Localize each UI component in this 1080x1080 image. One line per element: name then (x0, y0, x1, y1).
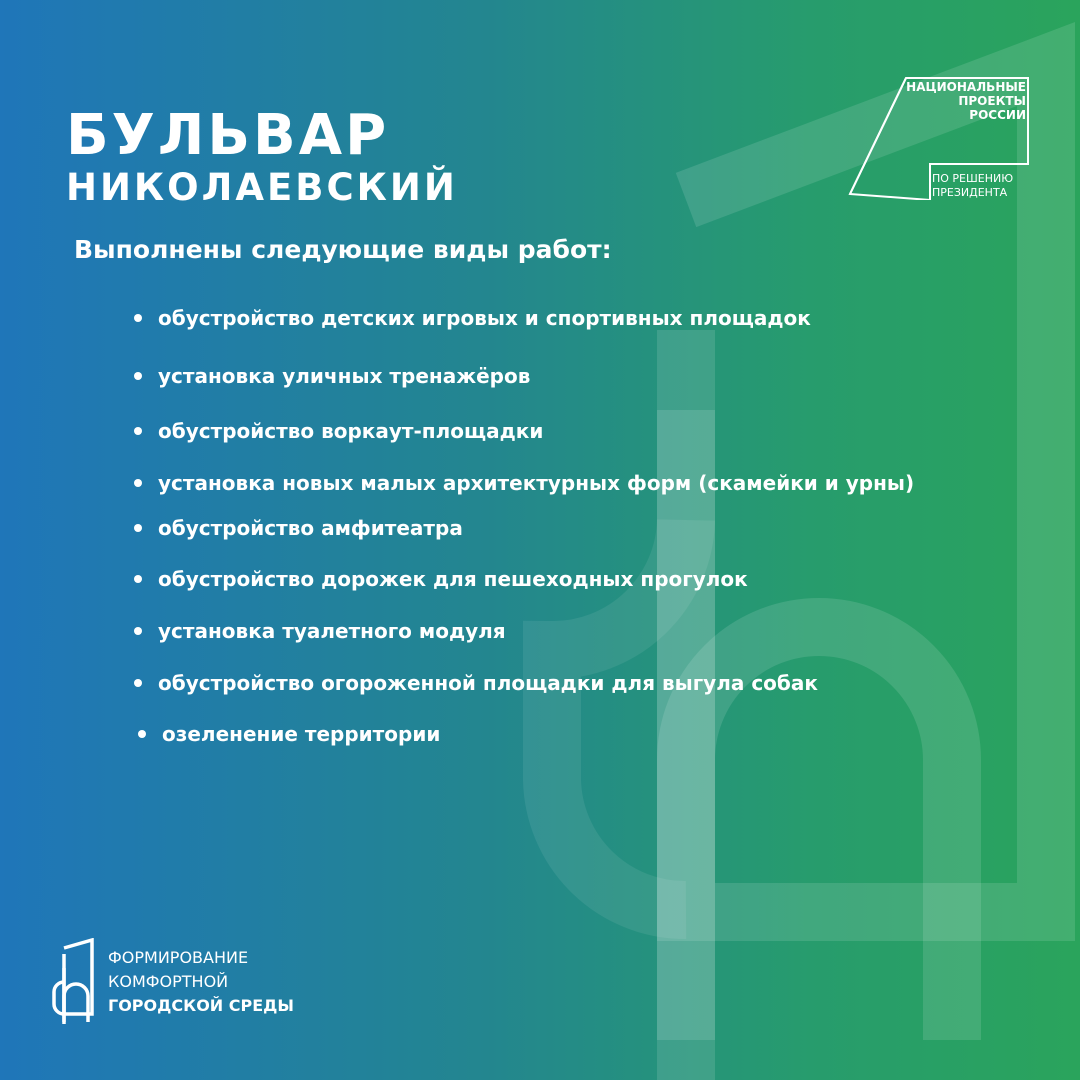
list-item-text: озеленение территории (162, 722, 441, 746)
list-item (134, 510, 463, 546)
list-item-text: обустройство детских игровых и спортивных площадок (158, 306, 811, 330)
bullet-icon (134, 314, 142, 322)
list-item (134, 413, 543, 449)
list-item (134, 465, 914, 501)
list-item (134, 613, 506, 649)
page-subtitle: НИКОЛАЕВСКИЙ (66, 166, 458, 209)
list-item-text: установка новых малых архитектурных форм (скамейки и урны) (158, 471, 915, 495)
bullet-icon (134, 427, 142, 435)
program-logo (50, 938, 330, 1028)
page-title: БУЛЬВАР (66, 103, 390, 168)
list-item-text: обустройство дорожек для пешеходных прогулок (158, 567, 748, 591)
list-item (134, 665, 818, 701)
list-item (134, 300, 811, 336)
bullet-icon (134, 679, 142, 687)
national-projects-logo (848, 76, 1032, 206)
bullet-icon (134, 575, 142, 583)
bullet-icon (138, 730, 146, 738)
list-item-text: обустройство огороженной площадки для выгула собак (158, 671, 818, 695)
f-symbol-icon (50, 938, 98, 1026)
list-item-text: обустройство воркаут-площадки (158, 419, 544, 443)
list-item-text: установка туалетного модуля (158, 619, 506, 643)
bullet-icon (134, 372, 142, 380)
national-projects-subtitle: ПО РЕШЕНИЮ ПРЕЗИДЕНТА (932, 172, 1014, 199)
program-logo-text: ФОРМИРОВАНИЕ КОМФОРТНОЙ ГОРОДСКОЙ СРЕДЫ (108, 948, 294, 1015)
bullet-icon (134, 627, 142, 635)
list-item (138, 716, 440, 752)
list-item (134, 358, 530, 394)
list-item (134, 561, 748, 597)
bullet-icon (134, 479, 142, 487)
bullet-icon (134, 524, 142, 532)
works-heading: Выполнены следующие виды работ: (74, 235, 612, 264)
national-projects-title: НАЦИОНАЛЬНЫЕ ПРОЕКТЫ РОССИИ (906, 80, 1026, 122)
list-item-text: обустройство амфитеатра (158, 516, 463, 540)
list-item-text: установка уличных тренажёров (158, 364, 531, 388)
